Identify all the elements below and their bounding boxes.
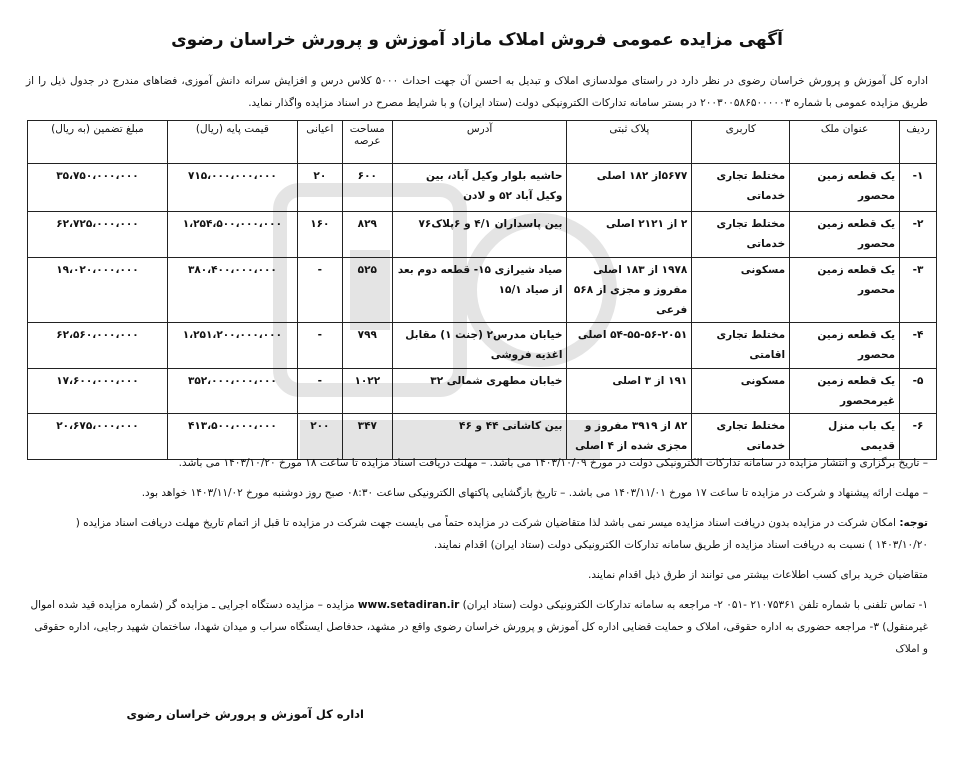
table-header-row [28,121,937,164]
cell-row-number: ۲- [900,212,937,258]
header-address: آدرس [392,121,567,164]
header-deposit: مبلغ تضمین (به ریال) [28,121,168,164]
cell-base-price: ۳۵۲،۰۰۰،۰۰۰،۰۰۰ [167,369,297,414]
cell-address: خیابان مدرس۲ (جنت ۱) مقابل اغذیه فروشی [392,323,567,369]
cell-use: مختلط تجاری اقامتی [692,323,790,369]
cell-plak: ۱۹۱ از ۳ اصلی [567,369,692,414]
cell-base-price: ۱،۲۵۴،۵۰۰،۰۰۰،۰۰۰ [167,212,297,258]
header-title: عنوان ملک [790,121,900,164]
cell-address: خیابان مطهری شمالی ۳۲ [392,369,567,414]
cell-use: مختلط تجاری خدماتی [692,212,790,258]
cell-base-price: ۴۱۳،۵۰۰،۰۰۰،۰۰۰ [167,414,297,460]
cell-title: یک قطعه زمین غیرمحصور [790,369,900,414]
cell-title: یک قطعه زمین محصور [790,323,900,369]
header-area: مساحت عرصه [342,121,392,164]
cell-area: ۳۴۷ [342,414,392,460]
cell-deposit: ۳۵،۷۵۰،۰۰۰،۰۰۰ [28,164,168,212]
auction-table [27,120,937,460]
cell-plak: ۸۲ از ۳۹۱۹ مفروز و مجزی شده از ۴ اصلی [567,414,692,460]
notes-section [26,452,928,668]
cell-address: حاشیه بلوار وکیل آباد، بین وکیل آباد ۵۲ و لادن [392,164,567,212]
cell-use: مختلط تجاری خدماتی [692,164,790,212]
cell-ayani: - [297,258,342,323]
cell-ayani: - [297,323,342,369]
cell-base-price: ۱،۲۵۱،۲۰۰،۰۰۰،۰۰۰ [167,323,297,369]
cell-use: مختلط تجاری خدماتی [692,414,790,460]
header-base-price: قیمت پایه (ریال) [167,121,297,164]
signature: اداره کل آموزش و پرورش خراسان رضوی [126,707,364,721]
cell-use: مسکونی [692,258,790,323]
cell-base-price: ۳۸۰،۴۰۰،۰۰۰،۰۰۰ [167,258,297,323]
cell-ayani: ۱۶۰ [297,212,342,258]
table-row [28,258,937,323]
table-row [28,164,937,212]
header-use: کاربری [692,121,790,164]
cell-deposit: ۱۷،۶۰۰،۰۰۰،۰۰۰ [28,369,168,414]
table-row [28,323,937,369]
cell-title: یک قطعه زمین محصور [790,212,900,258]
cell-area: ۸۲۹ [342,212,392,258]
note-info-intro: متقاضیان خرید برای کسب اطلاعات بیشتر می توانند از طرق ذیل اقدام نمایند. [588,569,928,581]
attention-label: توجه: [899,517,928,529]
cell-plak: ۱۹۷۸ از ۱۸۳ اصلی مفروز و مجزی از ۵۶۸ فرعی [567,258,692,323]
cell-ayani: - [297,369,342,414]
cell-base-price: ۷۱۵،۰۰۰،۰۰۰،۰۰۰ [167,164,297,212]
cell-title: یک قطعه زمین محصور [790,258,900,323]
cell-plak: ۵۶۷۷از ۱۸۲ اصلی [567,164,692,212]
header-plak: پلاک ثبتی [567,121,692,164]
cell-row-number: ۶- [900,414,937,460]
note-contact [26,594,928,660]
cell-plak: ۲ از ۲۱۲۱ اصلی [567,212,692,258]
header-ayani: اعیانی [297,121,342,164]
cell-address: بین کاشانی ۴۴ و ۴۶ [392,414,567,460]
intro-paragraph: اداره کل آموزش و پرورش خراسان رضوی در نظر دارد در راستای مولدسازی املاک و تبدیل به احسن آن جهت احداث ۵۰۰۰ کلاس درس و افزایش سرانه دانش آموزی، فضاهای مندرج در جدول ذیل را از طریق مزایده عمومی با شماره ۲۰۰۳۰۰۵۸۶۵۰۰۰۰۰۳ در بستر سامانه تدارکات الکترونیکی دولت (ستاد ایران) و با شرایط مصرح در اسناد مزایده واگذار نماید. [26,75,928,109]
cell-deposit: ۶۲،۷۲۵،۰۰۰،۰۰۰ [28,212,168,258]
contact-text-b: مزایده – مزایده دستگاه اجرایی ـ مزایده گر (شماره مزایده قید شده اموال غیرمنقول) ۳- مراجعه حضوری به اداره حقوقی، املاک و حمایت قضایی اداره کل آموزش و پرورش خراسان رضوی واقع در مشهد، حدفاصل ایستگاه سراب و میدان شهدا، ساختمان شهید رجایی، اداره حقوقی و املاک [30,599,928,655]
cell-use: مسکونی [692,369,790,414]
header-row-number: ردیف [900,121,937,164]
cell-area: ۶۰۰ [342,164,392,212]
cell-deposit: ۶۲،۵۶۰،۰۰۰،۰۰۰ [28,323,168,369]
cell-area: ۱۰۲۲ [342,369,392,414]
cell-deposit: ۲۰،۶۷۵،۰۰۰،۰۰۰ [28,414,168,460]
cell-plak: ۵۴-۵۵-۵۶-۲۰۵۱ اصلی [567,323,692,369]
note-dates-publish: – تاریخ برگزاری و انتشار مزایده در سامانه تدارکات الکترونیکی دولت در مورخ ۱۴۰۳/۱۰/۰۹ می باشد. – مهلت دریافت اسناد مزایده تا ساعت ۱۸ مورخ ۱۴۰۳/۱۰/۲۰ می باشد. [178,457,928,469]
cell-title: یک باب منزل قدیمی [790,414,900,460]
contact-text-a: ۱- تماس تلفنی با شماره تلفن ۲۱۰۷۵۳۶۱ -۰۵۱ ۲- مراجعه به سامانه تدارکات الکترونیکی دولت (ستاد ایران) [459,599,928,611]
note-dates-offer: – مهلت ارائه پیشنهاد و شرکت در مزایده تا ساعت ۱۷ مورخ ۱۴۰۳/۱۱/۰۱ می باشد. – تاریخ بازگشایی پاکتهای الکترونیکی ساعت ۰۸:۳۰ صبح روز دوشنبه مورخ ۱۴۰۳/۱۱/۰۲ خواهد بود. [141,487,928,499]
cell-row-number: ۳- [900,258,937,323]
page-title: آگهی مزایده عمومی فروش املاک مازاد آموزش و پرورش خراسان رضوی [171,30,783,50]
table-row [28,212,937,258]
cell-address: صیاد شیرازی ۱۵- قطعه دوم بعد از صیاد ۱۵/۱ [392,258,567,323]
cell-ayani: ۲۰۰ [297,414,342,460]
cell-ayani: ۲۰ [297,164,342,212]
attention-text: امکان شرکت در مزایده بدون دریافت اسناد مزایده میسر نمی باشد لذا متقاضیان شرکت در مزایده حتماً می بایست جهت شرکت در مزایده تا قبل از اتمام تاریخ مهلت دریافت اسناد مزایده ( ۱۴۰۳/۱۰/۲۰ ) نسبت به دریافت اسناد مزایده از طریق سامانه تدارکات الکترونیکی دولت (ستاد ایران) اقدام نمایند. [75,517,928,551]
cell-area: ۷۹۹ [342,323,392,369]
cell-deposit: ۱۹،۰۲۰،۰۰۰،۰۰۰ [28,258,168,323]
note-attention [26,512,928,556]
table-row [28,369,937,414]
cell-address: بین پاسداران ۴/۱ و ۶پلاک۷۶ [392,212,567,258]
cell-row-number: ۴- [900,323,937,369]
cell-title: یک قطعه زمین محصور [790,164,900,212]
cell-row-number: ۵- [900,369,937,414]
setadiran-link[interactable]: www.setadiran.ir [357,599,460,611]
cell-area: ۵۲۵ [342,258,392,323]
cell-row-number: ۱- [900,164,937,212]
